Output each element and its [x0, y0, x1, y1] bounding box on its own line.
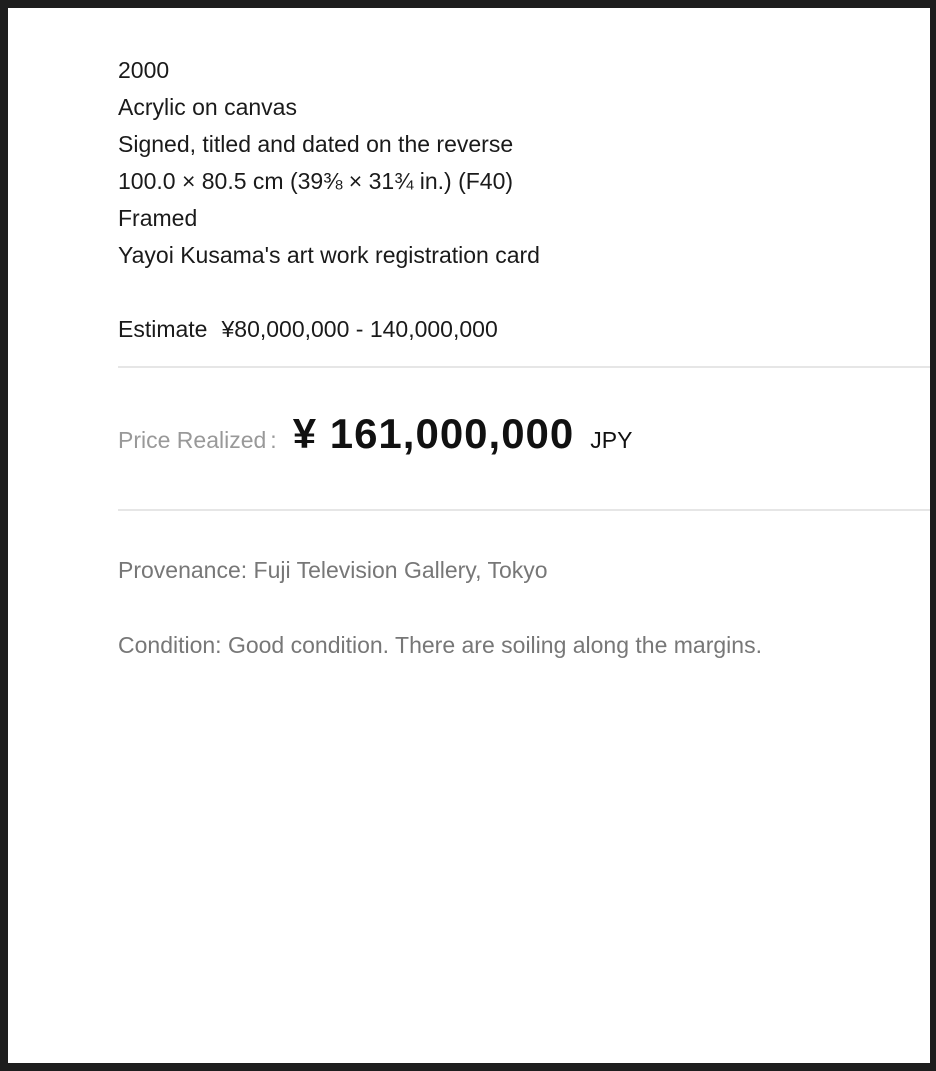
price-realized-label: Price Realized: [118, 427, 267, 453]
condition-report: Condition: Good condition. There are soiling along the margins.: [118, 632, 762, 658]
estimate: [118, 314, 498, 344]
lot-year: 2000: [118, 57, 170, 83]
price-realized-colon: :: [270, 427, 277, 453]
lot-details-list: [118, 52, 540, 274]
estimate-value: ¥80,000,000 - 140,000,000: [221, 316, 498, 342]
provenance: Provenance: Fuji Television Gallery, Tokyo: [118, 557, 548, 583]
lot-medium: Acrylic on canvas: [118, 94, 297, 120]
lot-dimensions: 100.0 × 80.5 cm (39⅜ × 31¾ in.) (F40): [118, 168, 514, 194]
price-realized-value: ¥ 161,000,000: [292, 410, 575, 457]
divider-bottom: [118, 509, 930, 511]
price-realized-currency: JPY: [590, 427, 633, 453]
estimate-label: Estimate: [118, 316, 208, 342]
lot-detail-page: [8, 8, 930, 1063]
lot-framing: Framed: [118, 205, 198, 231]
price-realized: [118, 410, 632, 466]
lot-registration: Yayoi Kusama's art work registration card: [118, 242, 540, 268]
lot-signature: Signed, titled and dated on the reverse: [118, 131, 514, 157]
divider-top: [118, 366, 930, 368]
